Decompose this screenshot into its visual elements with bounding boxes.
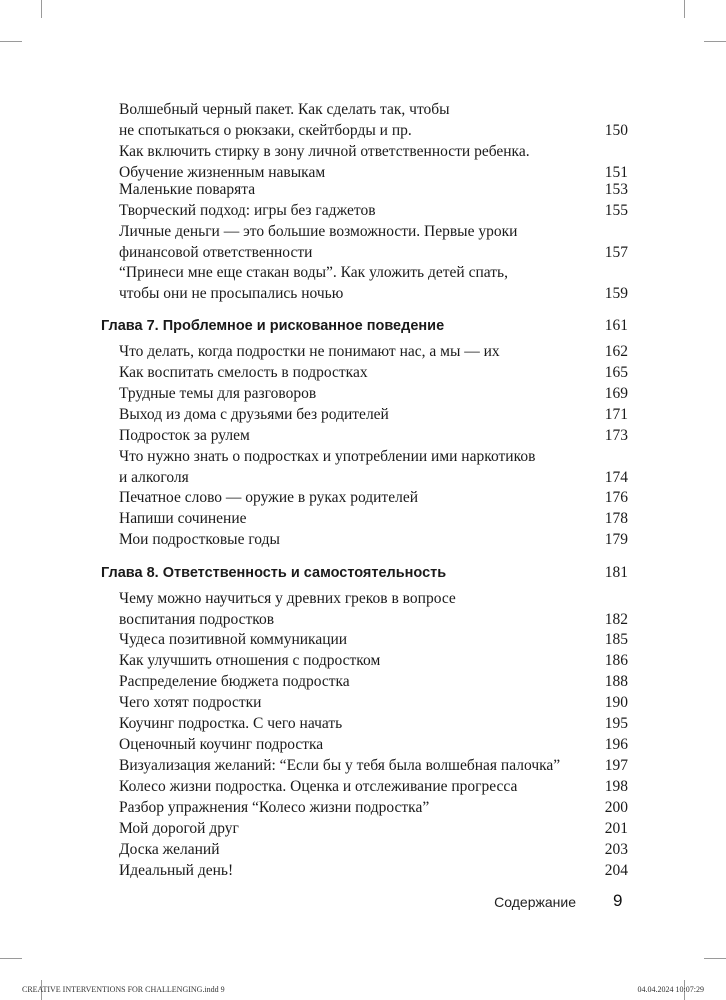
toc-entry-title-line: Чего хотят подростки <box>119 694 262 711</box>
toc-entry[interactable] <box>119 819 628 840</box>
toc-entry-title-line: Маленькие поварята <box>119 181 256 198</box>
toc-entry-title-line: Обучение жизненным навыкам <box>119 163 326 181</box>
toc-entry-title-line: Что нужно знать о подростках и употреблении ими наркотиков <box>119 448 536 465</box>
toc-page-number: 174 <box>604 468 628 486</box>
toc-entry-title-line: Мой дорогой друг <box>119 820 239 837</box>
crop-mark <box>41 0 42 18</box>
toc-page-number: 196 <box>604 736 628 753</box>
toc-entry-title-line: Личные деньги — это большие возможности. Первые уроки <box>119 223 518 240</box>
toc-entry[interactable] <box>119 651 628 672</box>
toc-entry-title-line: Волшебный черный пакет. Как сделать так, чтобы <box>119 101 450 118</box>
toc-entry-title-line: Разбор упражнения “Колесо жизни подростка” <box>119 799 430 816</box>
toc-entry-title-line: Распределение бюджета подростка <box>119 673 350 690</box>
toc-entry[interactable] <box>119 263 628 305</box>
toc-entry-title-line: Как включить стирку в зону личной ответственности ребенка. <box>119 143 530 160</box>
toc-page-number: 186 <box>604 652 628 669</box>
toc-page-number: 181 <box>604 564 628 581</box>
toc-entry[interactable] <box>119 405 628 426</box>
toc-page-number: 204 <box>604 862 628 879</box>
toc-entry[interactable] <box>119 384 628 405</box>
toc-entry[interactable] <box>119 100 628 142</box>
toc-entry[interactable] <box>119 756 628 777</box>
toc-entry[interactable] <box>119 693 628 714</box>
toc-entry[interactable] <box>119 714 628 735</box>
crop-mark <box>0 41 22 42</box>
toc-entry-title-line: чтобы они не просыпались ночью <box>119 284 344 302</box>
crop-mark <box>704 41 726 42</box>
toc-page-number: 201 <box>604 820 628 837</box>
toc-page-number: 161 <box>604 317 628 334</box>
toc-page-number: 182 <box>604 610 628 628</box>
toc-entry-title-line: Как улучшить отношения с подростком <box>119 652 381 669</box>
toc-page-number: 153 <box>604 181 628 198</box>
toc-entry-title-line: Трудные темы для разговоров <box>119 385 317 402</box>
toc-page-number: 159 <box>604 284 628 302</box>
toc-entry[interactable] <box>119 447 628 489</box>
toc-entry-title-line: Колесо жизни подростка. Оценка и отслеживание прогресса <box>119 778 518 795</box>
toc-entry[interactable] <box>119 798 628 819</box>
toc-entry[interactable] <box>119 840 628 861</box>
toc-entry[interactable] <box>119 530 628 551</box>
toc-page-number: 188 <box>604 673 628 690</box>
toc-page-number: 198 <box>604 778 628 795</box>
toc-entry[interactable] <box>119 363 628 384</box>
toc-page-number: 197 <box>604 757 628 774</box>
chapter-title: Глава 7. Проблемное и рискованное поведение <box>101 318 445 334</box>
toc-page-number: 176 <box>604 489 628 506</box>
toc-entry[interactable] <box>119 180 628 201</box>
toc-entry[interactable] <box>119 735 628 756</box>
toc-entry-title-line: Печатное слово — оружие в руках родителей <box>119 489 418 506</box>
toc-page-number: 185 <box>604 631 628 648</box>
toc-page-number: 165 <box>604 364 628 381</box>
toc-entry[interactable] <box>119 142 628 184</box>
toc-page-number: 171 <box>604 406 628 423</box>
page-number: 9 <box>613 891 623 910</box>
toc-entry-title-line: Оценочный коучинг подростка <box>119 736 324 753</box>
chapter-title: Глава 8. Ответственность и самостоятельность <box>101 565 447 581</box>
chapter-heading[interactable] <box>101 316 628 336</box>
toc-entry-title-line: Творческий подход: игры без гаджетов <box>119 202 376 219</box>
crop-mark <box>704 958 726 959</box>
toc-page-number: 151 <box>604 163 628 181</box>
toc-entry[interactable] <box>119 222 628 264</box>
toc-entry-title-line: Подросток за рулем <box>119 427 250 444</box>
printer-slug-timestamp: 04.04.2024 10:07:29 <box>637 985 704 994</box>
toc-page-number: 195 <box>604 715 628 732</box>
chapter-heading[interactable] <box>101 563 628 583</box>
toc-entry[interactable] <box>119 589 628 631</box>
toc-entry[interactable] <box>119 672 628 693</box>
toc-entry-title-line: финансовой ответственности <box>119 243 313 261</box>
toc-entry-title-line: “Принеси мне еще стакан воды”. Как уложить детей спать, <box>119 264 508 281</box>
toc-entry[interactable] <box>119 488 628 509</box>
toc-entry[interactable] <box>119 777 628 798</box>
toc-entry[interactable] <box>119 861 628 882</box>
running-footer-label: Содержание <box>494 894 576 910</box>
toc-page-number: 155 <box>604 202 628 219</box>
toc-entry-title-line: Коучинг подростка. С чего начать <box>119 715 343 732</box>
toc-entry-title-line: Чудеса позитивной коммуникации <box>119 631 348 648</box>
crop-mark <box>684 0 685 18</box>
toc-page-number: 203 <box>604 841 628 858</box>
toc-entry-title-line: Чему можно научиться у древних греков в вопросе <box>119 590 456 607</box>
toc-entry-title-line: Как воспитать смелость в подростках <box>119 364 368 381</box>
toc-page-number: 169 <box>604 385 628 402</box>
toc-page-number: 179 <box>604 531 628 548</box>
toc-page-number: 162 <box>604 343 628 360</box>
toc-entry-title-line: Идеальный день! <box>119 862 234 879</box>
toc-entry[interactable] <box>119 342 628 363</box>
toc-entry-title-line: Визуализация желаний: “Если бы у тебя была волшебная палочка” <box>119 757 561 774</box>
toc-entry[interactable] <box>119 509 628 530</box>
toc-entry[interactable] <box>119 630 628 651</box>
crop-mark <box>0 958 22 959</box>
toc-entry-title-line: не спотыкаться о рюкзаки, скейтборды и пр. <box>119 121 412 139</box>
toc-page-number: 190 <box>604 694 628 711</box>
toc-page-number: 157 <box>604 243 628 261</box>
toc-page-number: 150 <box>604 121 628 139</box>
toc-entry-title-line: Выход из дома с друзьями без родителей <box>119 406 389 423</box>
toc-page-number: 200 <box>604 799 628 816</box>
toc-entry-title-line: Доска желаний <box>119 841 220 858</box>
toc-entry-title-line: Что делать, когда подростки не понимают нас, а мы — их <box>119 343 500 360</box>
toc-entry-title-line: и алкоголя <box>119 468 189 486</box>
toc-entry[interactable] <box>119 426 628 447</box>
toc-page-number: 178 <box>604 510 628 527</box>
printer-slug-filename: CREATIVE INTERVENTIONS FOR CHALLENGING.indd 9 <box>22 985 225 994</box>
toc-entry-title-line: воспитания подростков <box>119 610 275 628</box>
toc-entry-title-line: Мои подростковые годы <box>119 531 280 548</box>
toc-entry-title-line: Напиши сочинение <box>119 510 247 527</box>
toc-page-number: 173 <box>604 427 628 444</box>
toc-entry[interactable] <box>119 201 628 222</box>
